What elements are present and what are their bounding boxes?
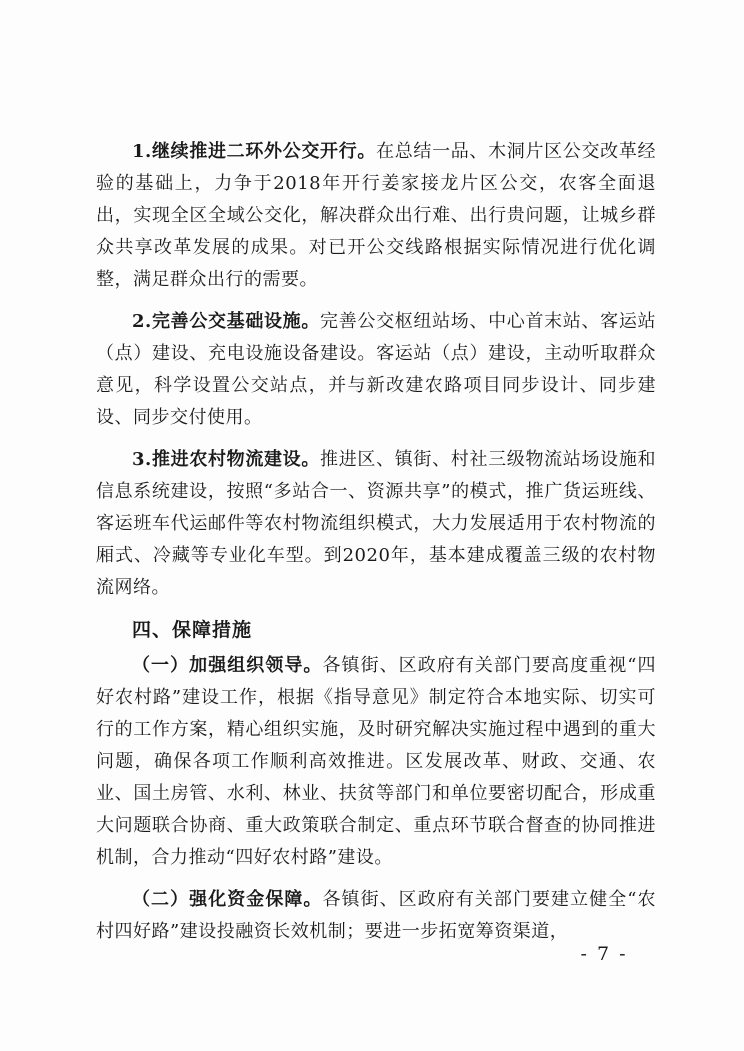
- paragraph-public-transit-expansion: [96, 136, 656, 296]
- paragraph-funding-guarantee: [96, 884, 656, 948]
- paragraph-text: 各镇街、区政府有关部门要高度重视“四好农村路”建设工作，根据《指导意见》制定符合本地实际、切实可行的工作方案，精心组织实施，及时研究解决实施过程中遇到的重大问题，确保各项工作顺利高效推进。区发展改革、财政、交通、农业、国土房管、水利、林业、扶贫等部门和单位要密切配合，形成重大问题联合协商、重大政策联合制定、重点环节联合督查的协同推进机制，合力推动“四好农村路”建设。: [96, 655, 657, 868]
- paragraph-lead: （一）加强组织领导。: [132, 655, 323, 676]
- paragraph-lead: 3.推进农村物流建设。: [132, 449, 321, 470]
- paragraph-organizational-leadership: [96, 650, 656, 874]
- paragraph-lead: （二）强化资金保障。: [132, 889, 323, 910]
- paragraph-text: 各镇街、区政府有关部门要建立健全“农村四好路”建设投融资长效机制；要进一步拓宽筹资渠道，: [96, 889, 657, 942]
- paragraph-transit-infrastructure: [96, 306, 656, 434]
- paragraph-text: 完善公交枢纽站场、中心首末站、客运站（点）建设、充电设施设备建设。客运站（点）建设，主动听取群众意见，科学设置公交站点，并与新改建农路项目同步设计、同步建设、同步交付使用。: [96, 311, 657, 428]
- paragraph-lead: 1.继续推进二环外公交开行。: [132, 141, 377, 162]
- document-body: [96, 136, 656, 958]
- paragraph-lead: 2.完善公交基础设施。: [132, 311, 321, 332]
- page-number: - 7 -: [580, 943, 628, 965]
- paragraph-rural-logistics: [96, 444, 656, 604]
- paragraph-text: 推进区、镇街、村社三级物流站场设施和信息系统建设，按照“多站合一、资源共享”的模式，推广货运班线、客运班车代运邮件等农村物流组织模式，大力发展适用于农村物流的厢式、冷藏等专业化车型。到2020年，基本建成覆盖三级的农村物流网络。: [96, 449, 657, 598]
- section-heading: 四、保障措施: [132, 619, 253, 641]
- paragraph-text: 在总结一品、木洞片区公交改革经验的基础上，力争于2018年开行姜家接龙片区公交，农客全面退出，实现全区全域公交化，解决群众出行难、出行贵问题，让城乡群众共享改革发展的成果。对已开公交线路根据实际情况进行优化调整，满足群众出行的需要。: [96, 141, 656, 290]
